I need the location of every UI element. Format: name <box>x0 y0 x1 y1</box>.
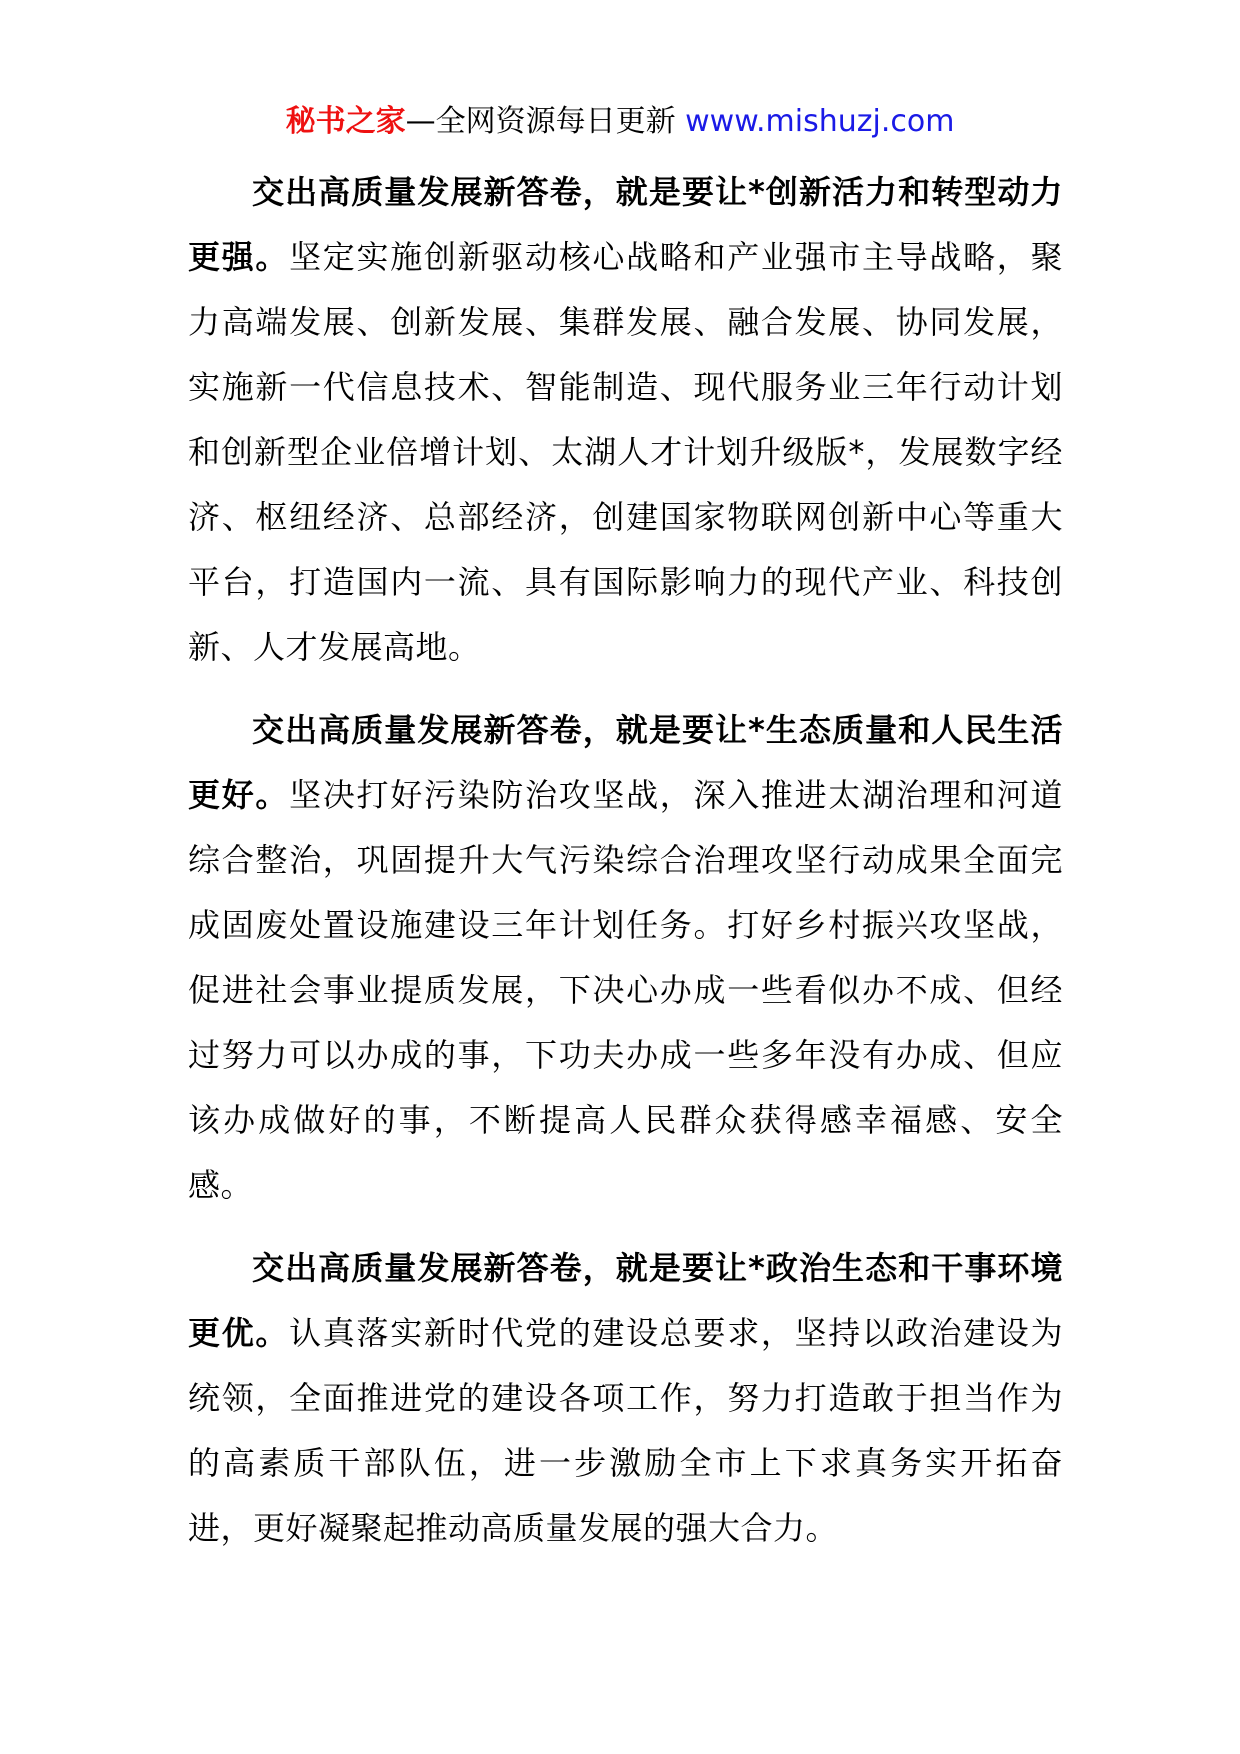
paragraph-innovation <box>188 160 1063 680</box>
header-url-link[interactable]: www.mishuzj.com <box>685 104 955 139</box>
paragraph-politics <box>188 1236 1063 1561</box>
header-brand: 秘书之家 <box>285 104 406 139</box>
document-body <box>188 160 1063 1579</box>
paragraph-text: 坚决打好污染防治攻坚战，深入推进太湖治理和河道综合整治，巩固提升大气污染综合治理攻坚行动成果全面完成固废处置设施建设三年计划任务。打好乡村振兴攻坚战，促进社会事业提质发展，下决心办成一些看似办不成、但经过努力可以办成的事，下功夫办成一些多年没有办成、但应该办成做好的事，不断提高人民群众获得感幸福感、安全感。 <box>188 776 1063 1204</box>
paragraph-lead: 交出高质量发展新答卷，就是要让*创新活力和转型动力更强。 <box>188 173 1063 276</box>
paragraph-text: 认真落实新时代党的建设总要求，坚持以政治建设为统领，全面推进党的建设各项工作，努力打造敢于担当作为的高素质干部队伍，进一步激励全市上下求真务实开拓奋进，更好凝聚起推动高质量发展的强大合力。 <box>188 1314 1063 1547</box>
paragraph-text: 坚定实施创新驱动核心战略和产业强市主导战略，聚力高端发展、创新发展、集群发展、融合发展、协同发展，实施新一代信息技术、智能制造、现代服务业三年行动计划和创新型企业倍增计划、太湖人才计划升级版*，发展数字经济、枢纽经济、总部经济，创建国家物联网创新中心等重大平台，打造国内一流、具有国际影响力的现代产业、科技创新、人才发展高地。 <box>188 238 1063 666</box>
header-tagline: —全网资源每日更新 <box>405 104 686 139</box>
page-header <box>0 100 1240 144</box>
paragraph-lead: 交出高质量发展新答卷，就是要让*政治生态和干事环境更优。 <box>188 1249 1063 1352</box>
paragraph-ecology <box>188 698 1063 1218</box>
paragraph-lead: 交出高质量发展新答卷，就是要让*生态质量和人民生活更好。 <box>188 711 1063 814</box>
